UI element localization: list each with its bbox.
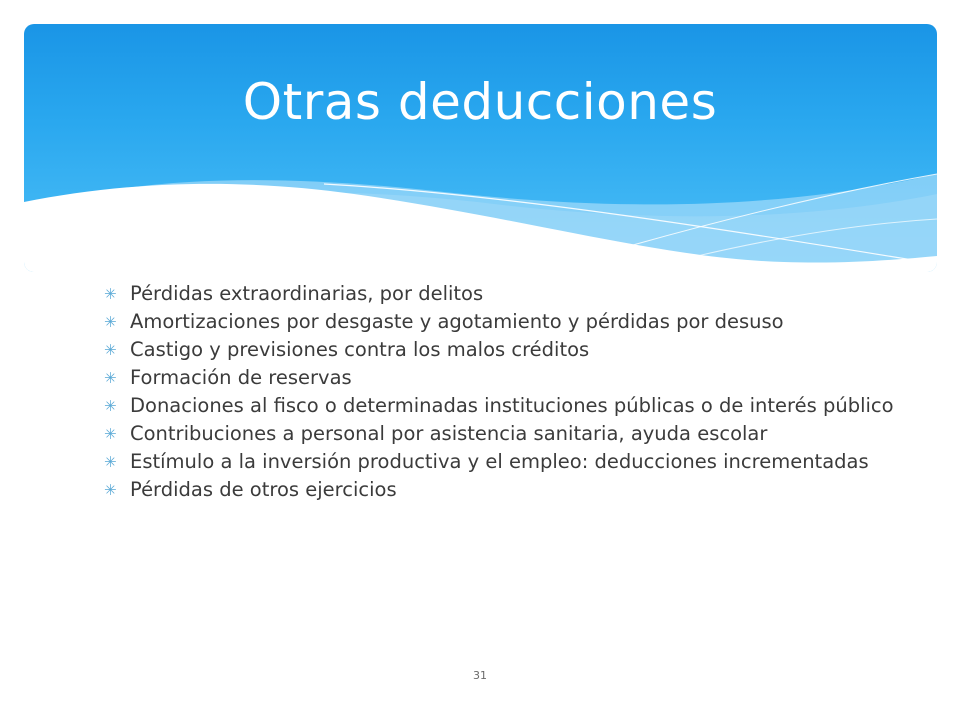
bullet-text: Castigo y previsiones contra los malos créditos [130,338,590,361]
asterisk-bullet-icon: ✳ [104,285,117,303]
bullet-item [104,423,904,445]
bullet-item [104,451,904,473]
asterisk-bullet-icon: ✳ [104,313,117,331]
bullet-item [104,367,904,389]
asterisk-bullet-icon: ✳ [104,481,117,499]
bullet-text: Formación de reservas [130,366,352,389]
bullet-text: Pérdidas extraordinarias, por delitos [130,282,484,305]
asterisk-bullet-icon: ✳ [104,453,117,471]
page-number: 31 [473,669,487,682]
bullet-item [104,311,904,333]
bullet-text: Estímulo a la inversión productiva y el empleo: deducciones incrementadas [130,450,869,473]
slide-content [104,283,904,507]
bullet-list [104,283,904,501]
bullet-text: Amortizaciones por desgaste y agotamiento y pérdidas por desuso [130,310,784,333]
bullet-item [104,395,904,417]
bullet-item [104,339,904,361]
bullet-text: Contribuciones a personal por asistencia sanitaria, ayuda escolar [130,422,768,445]
asterisk-bullet-icon: ✳ [104,369,117,387]
asterisk-bullet-icon: ✳ [104,425,117,443]
bullet-item [104,283,904,305]
wave-decoration [24,24,937,272]
asterisk-bullet-icon: ✳ [104,341,117,359]
title-banner [24,24,937,272]
asterisk-bullet-icon: ✳ [104,397,117,415]
bullet-item [104,479,904,501]
slide-title: Otras deducciones [242,73,718,131]
bullet-text: Donaciones al fisco o determinadas instituciones públicas o de interés público [130,394,894,417]
bullet-text: Pérdidas de otros ejercicios [130,478,397,501]
